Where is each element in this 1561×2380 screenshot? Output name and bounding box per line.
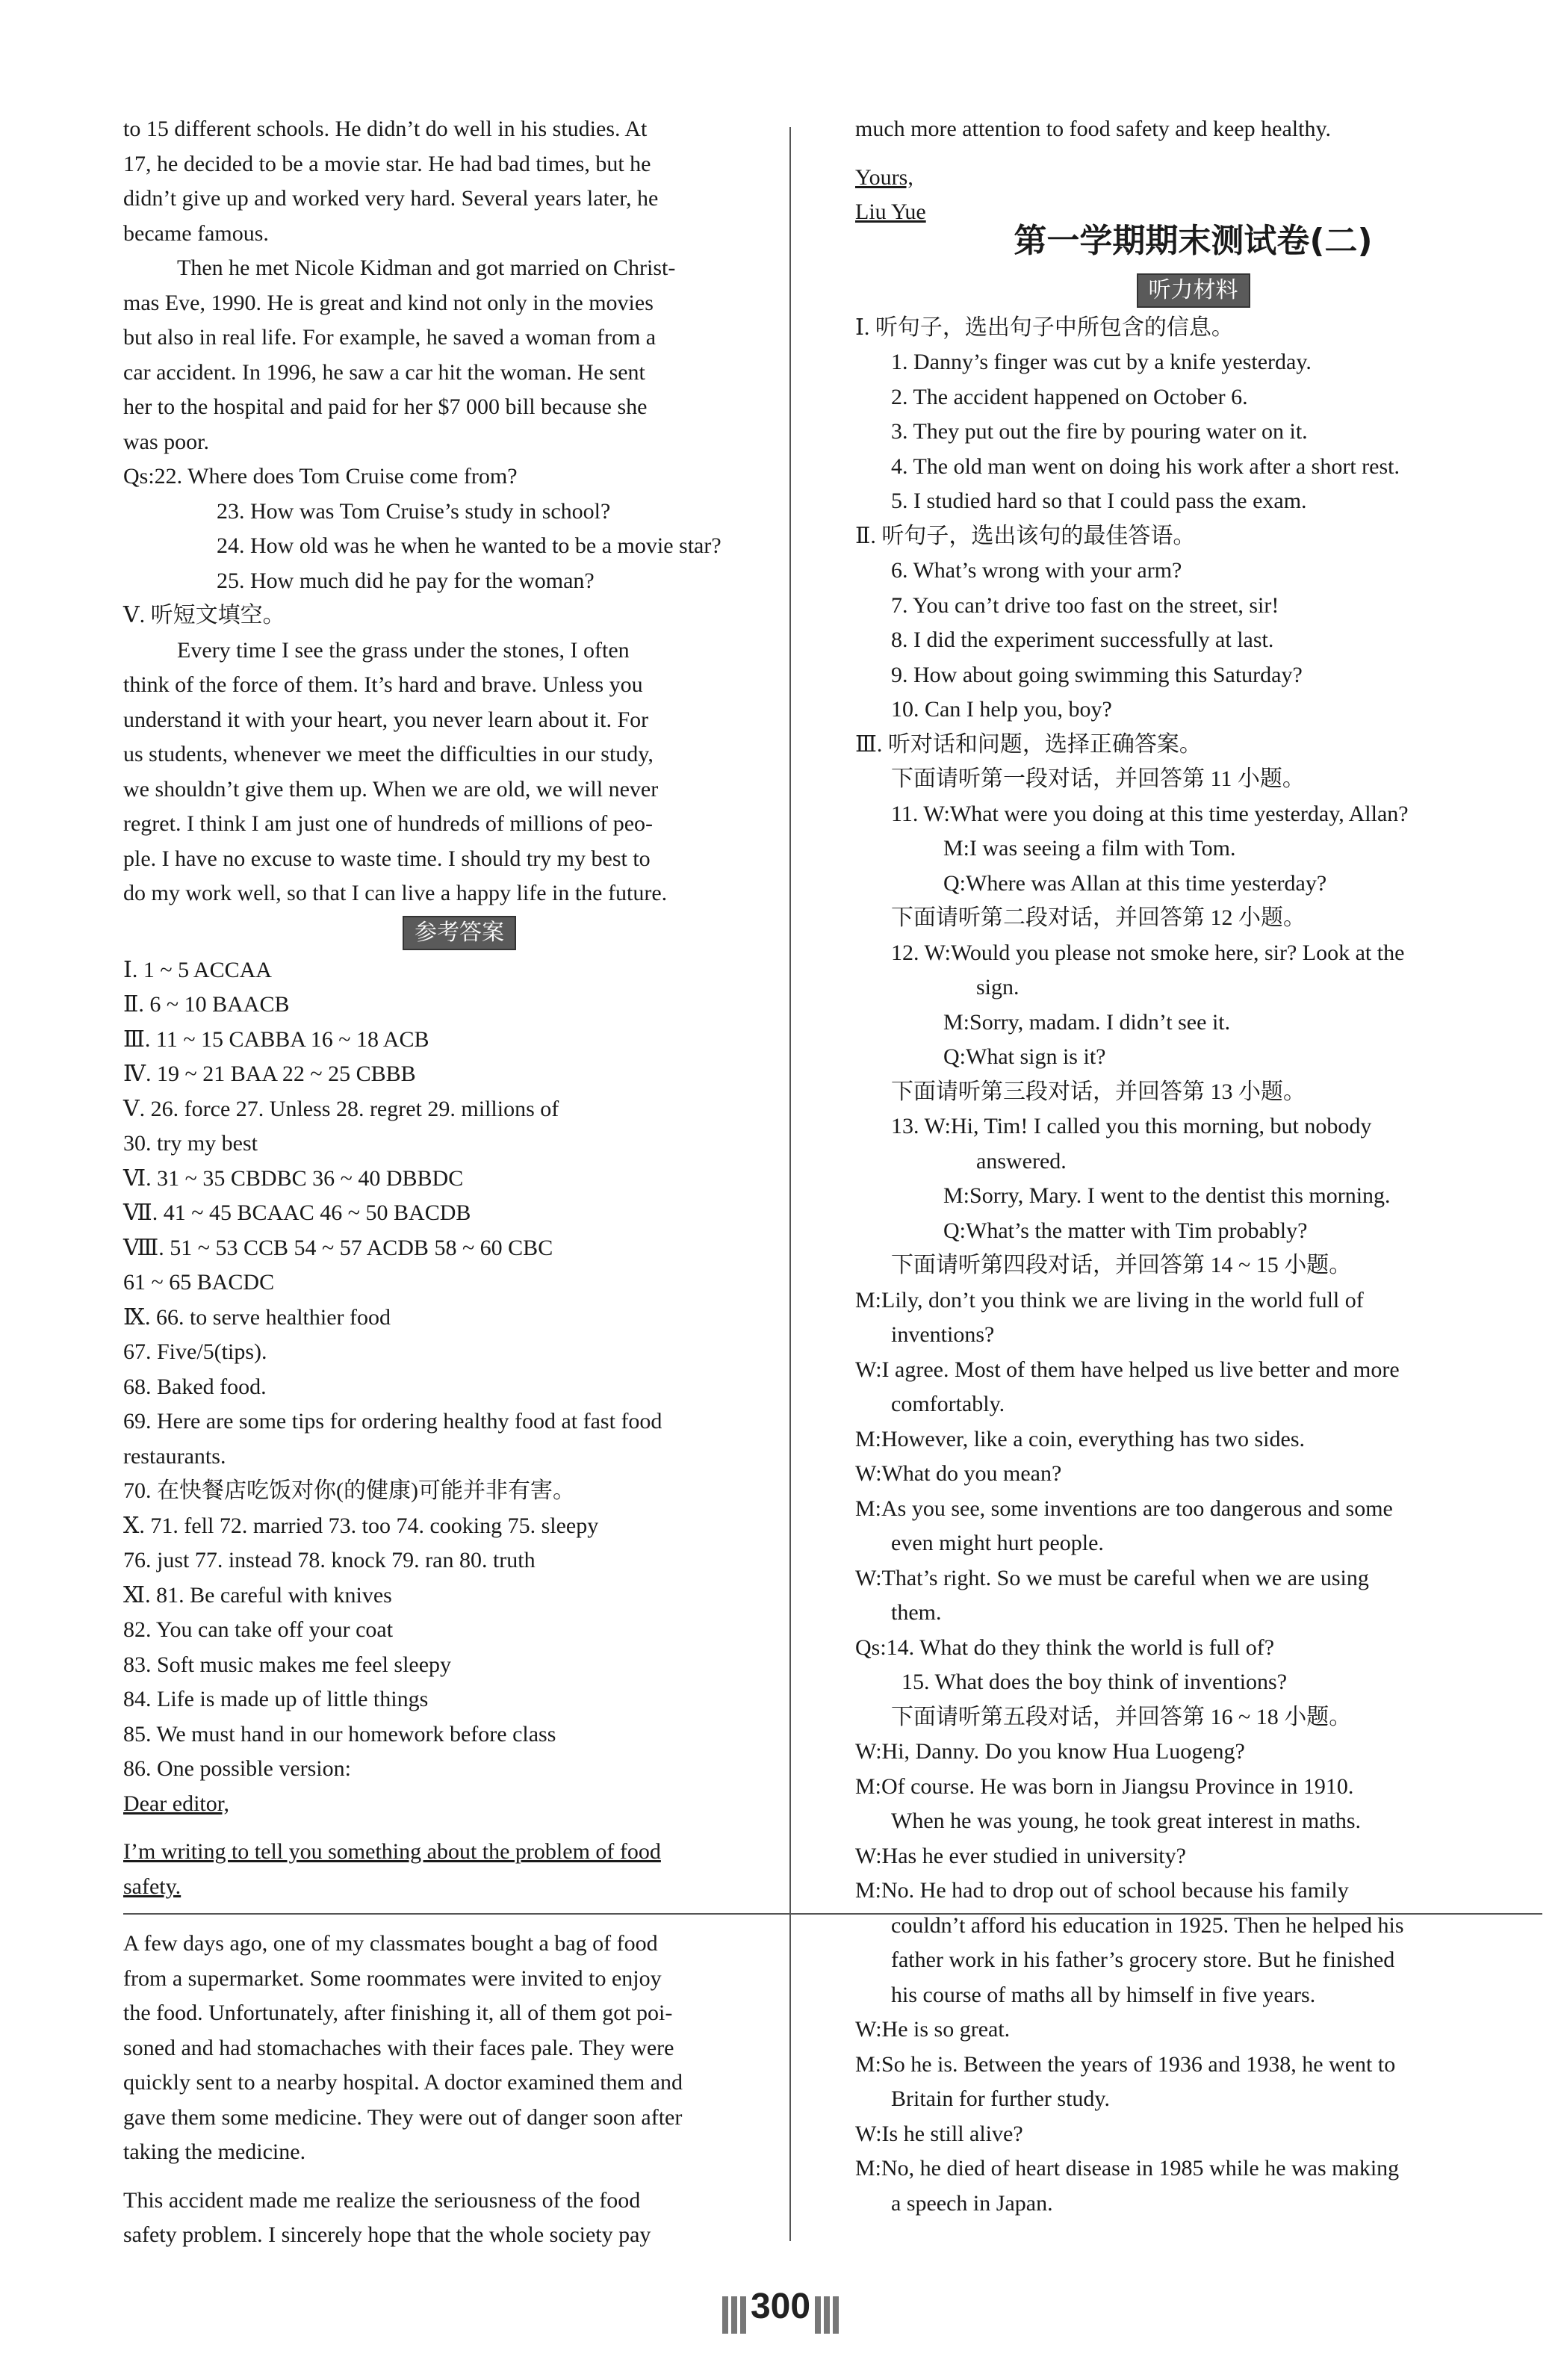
text-line: car accident. In 1996, he saw a car hit the woman. He sent [123, 359, 645, 385]
answers-banner: 参考答案 [403, 916, 516, 950]
page-number-decoration-left [721, 2296, 748, 2334]
dialogue-line: Q:Where was Allan at this time yesterday? [943, 870, 1327, 896]
text-line: from a supermarket. Some roommates were invited to enjoy [123, 1965, 662, 1991]
answers-banner-wrap [123, 916, 795, 949]
text-line: us students, whenever we meet the difficulties in our study, [123, 742, 654, 766]
question-line: 23. How was Tom Cruise’s study in school? [217, 498, 611, 524]
answer-line: 86. One possible version: [123, 1756, 351, 1781]
dialogue-line: 11. W:What were you doing at this time yesterday, Allan? [891, 801, 1409, 826]
answer-line: Ⅰ. 1 ~ 5 ACCAA [123, 957, 272, 982]
sentence-item: 5. I studied hard so that I could pass the exam. [891, 489, 1307, 513]
answer-line: Ⅸ. 66. to serve healthier food [123, 1304, 391, 1330]
listening-banner-wrap [855, 273, 1531, 306]
text-line: didn’t give up and worked very hard. Several years later, he [123, 186, 659, 211]
section-heading: Ⅱ. 听句子，选出该句的最佳答语。 [855, 523, 1196, 548]
dialogue-line: a speech in Japan. [891, 2190, 1053, 2216]
question-line: Qs:22. Where does Tom Cruise come from? [123, 464, 518, 489]
dialogue-line: W:Hi, Danny. Do you know Hua Luogeng? [855, 1739, 1245, 1764]
text-line: do my work well, so that I can live a happy life in the future. [123, 881, 668, 905]
dialogue-heading: 下面请听第三段对话，并回答第 13 小题。 [891, 1079, 1306, 1104]
dialogue-line: even might hurt people. [891, 1531, 1104, 1555]
spacer [123, 1821, 795, 1835]
dialogue-line: comfortably. [891, 1392, 1005, 1416]
answer-line: 68. Baked food. [123, 1374, 267, 1399]
letter-greeting: Dear editor, [123, 1791, 230, 1816]
dialogue-heading: 下面请听第一段对话，并回答第 11 小题。 [891, 766, 1305, 791]
story-paragraph-2 [123, 251, 795, 459]
text-line: think of the force of them. It’s hard and brave. Unless you [123, 672, 643, 697]
answer-line: Ⅱ. 6 ~ 10 BAACB [123, 992, 290, 1017]
sentence-item: 1. Danny’s finger was cut by a knife yesterday. [891, 350, 1312, 374]
dialogue-line: them. [891, 1600, 942, 1625]
listening-banner: 听力材料 [1137, 273, 1250, 308]
letter-body-2 [123, 2184, 795, 2253]
letter-sign: Yours, [855, 164, 913, 190]
dialogue-line: his course of maths all by himself in five years. [891, 1982, 1316, 2007]
questions-block [123, 459, 795, 598]
dialogue-line: answered. [976, 1148, 1067, 1174]
text-line: her to the hospital and paid for her $7 000 bill because she [123, 394, 648, 419]
answer-line: Ⅵ. 31 ~ 35 CBDBC 36 ~ 40 DBBDC [123, 1165, 464, 1191]
answer-line: Ⅺ. 81. Be careful with knives [123, 1582, 392, 1608]
spacer [855, 147, 1531, 161]
question-line: 24. How old was he when he wanted to be a movie star? [217, 533, 721, 558]
dialogue-line: W:Is he still alive? [855, 2121, 1023, 2146]
text-line: This accident made me realize the seriousness of the food [123, 2187, 641, 2213]
text-line: regret. I think I am just one of hundreds of millions of peo- [123, 811, 654, 836]
answer-line: restaurants. [123, 1443, 226, 1469]
answer-line: Ⅷ. 51 ~ 53 CCB 54 ~ 57 ACDB 58 ~ 60 CBC [123, 1235, 553, 1260]
letter-author: Liu Yue [855, 199, 926, 224]
sentence-item: 9. How about going swimming this Saturday? [891, 662, 1303, 687]
dialogue-line: M:As you see, some inventions are too dangerous and some [855, 1496, 1393, 1521]
page-footer [0, 2286, 1561, 2334]
dialogue-heading: 下面请听第四段对话，并回答第 14 ~ 15 小题。 [891, 1253, 1352, 1277]
answer-line: Ⅳ. 19 ~ 21 BAA 22 ~ 25 CBBB [123, 1062, 416, 1086]
text-line: Every time I see the grass under the stones, I often [177, 637, 630, 663]
question-line: 25. How much did he pay for the woman? [217, 568, 595, 593]
dialogue-heading: 下面请听第五段对话，并回答第 16 ~ 18 小题。 [891, 1704, 1352, 1729]
answer-line: 84. Life is made up of little things [123, 1687, 429, 1711]
text-line: gave them some medicine. They were out of danger soon after [123, 2104, 683, 2130]
dialogue-line: Q:What’s the matter with Tim probably? [943, 1218, 1308, 1243]
dialogue-line: W:I agree. Most of them have helped us live better and more [855, 1357, 1400, 1382]
dialogue-line: 13. W:Hi, Tim! I called you this morning, but nobody [891, 1114, 1372, 1138]
letter-closing-line: much more attention to food safety and keep healthy. [855, 117, 1332, 141]
answer-line: 70. 在快餐店吃饭对你(的健康)可能并非有害。 [123, 1478, 575, 1503]
dialogue-line: Qs:14. What do they think the world is full of? [855, 1634, 1275, 1660]
letter-body-1 [123, 1927, 795, 2170]
dialogue-line: M:Of course. He was born in Jiangsu Province in 1910. [855, 1773, 1354, 1799]
left-column [123, 112, 795, 2253]
answer-line: 69. Here are some tips for ordering healthy food at fast food [123, 1409, 662, 1434]
dialogue-line: W:Has he ever studied in university? [855, 1843, 1186, 1868]
answer-line: 83. Soft music makes me feel sleepy [123, 1652, 452, 1677]
dialogue-heading: 下面请听第二段对话，并回答第 12 小题。 [891, 905, 1306, 930]
answer-line: Ⅲ. 11 ~ 15 CABBA 16 ~ 18 ACB [123, 1026, 429, 1052]
dialogue-line: M:Lily, don’t you think we are living in the world full of [855, 1287, 1364, 1313]
right-column [855, 112, 1531, 2221]
text-line: we shouldn’t give them up. When we are old, we will never [123, 776, 659, 802]
dialogue-line: M:Sorry, Mary. I went to the dentist this morning. [943, 1183, 1391, 1208]
letter-intro-line: safety. [123, 1874, 181, 1899]
dialogue-line: M:No. He had to drop out of school because his family [855, 1878, 1349, 1903]
answer-line: 82. You can take off your coat [123, 1617, 394, 1642]
dialogue-line: sign. [976, 975, 1020, 1000]
page-number-decoration-right [813, 2296, 840, 2334]
dialogue-line: 15. What does the boy think of inventions? [901, 1670, 1288, 1694]
dialogue-line: W:What do you mean? [855, 1461, 1062, 1486]
dialogue-line: M:Sorry, madam. I didn’t see it. [943, 1009, 1231, 1035]
dialogue-line: When he was young, he took great interest in maths. [891, 1809, 1362, 1833]
text-line: ple. I have no excuse to waste time. I should try my best to [123, 846, 651, 871]
dialogue-line: M:I was seeing a film with Tom. [943, 836, 1236, 861]
answer-line: 61 ~ 65 BACDC [123, 1270, 275, 1295]
dialogue-line: Q:What sign is it? [943, 1044, 1106, 1069]
dialogue-line: couldn’t afford his education in 1925. Then he helped his [891, 1912, 1404, 1938]
dialogue-line: M:So he is. Between the years of 1936 and 1938, he went to [855, 2051, 1396, 2077]
sentence-item: 4. The old man went on doing his work after a short rest. [891, 453, 1400, 479]
dialogue-line: inventions? [891, 1322, 995, 1347]
dialogue-line: M:However, like a coin, everything has two sides. [855, 1426, 1305, 1451]
text-line: to 15 different schools. He didn’t do well in his studies. At [123, 117, 648, 141]
text-line: mas Eve, 1990. He is great and kind not only in the movies [123, 290, 654, 315]
sentence-item: 2. The accident happened on October 6. [891, 384, 1248, 409]
text-line: but also in real life. For example, he saved a woman from a [123, 325, 657, 350]
answer-line: 85. We must hand in our homework before class [123, 1721, 556, 1747]
text-line: 17, he decided to be a movie star. He had bad times, but he [123, 151, 651, 176]
text-line: taking the medicine. [123, 2139, 306, 2164]
section-heading: Ⅴ. 听短文填空。 [123, 603, 285, 627]
answer-line: 30. try my best [123, 1131, 258, 1156]
text-line: the food. Unfortunately, after finishing it, all of them got poi- [123, 2001, 673, 2025]
letter-intro-line: I’m writing to tell you something about the problem of food [123, 1839, 661, 1864]
test-title: 第一学期期末测试卷(二) [1014, 221, 1373, 260]
answers-block [123, 953, 795, 1787]
dialogue-line: father work in his father’s grocery store. But he finished [891, 1947, 1395, 1972]
passage-block [123, 633, 795, 911]
dialogue-line: M:No, he died of heart disease in 1985 while he was making [855, 2156, 1400, 2181]
text-line: A few days ago, one of my classmates bought a bag of food [123, 1931, 658, 1956]
section-heading: Ⅲ. 听对话和问题，选择正确答案。 [855, 731, 1202, 757]
sentence-item: 3. They put out the fire by pouring water on it. [891, 419, 1308, 444]
text-line: was poor. [123, 429, 209, 454]
section-heading: Ⅰ. 听句子，选出句子中所包含的信息。 [855, 314, 1234, 340]
answer-line: Ⅶ. 41 ~ 45 BCAAC 46 ~ 50 BACDB [123, 1200, 471, 1225]
answer-line: Ⅴ. 26. force 27. Unless 28. regret 29. millions of [123, 1096, 559, 1121]
answer-line: 67. Five/5(tips). [123, 1339, 267, 1364]
text-line: Then he met Nicole Kidman and got married on Christ- [177, 255, 676, 280]
sentence-item: 7. You can’t drive too fast on the street, sir! [891, 592, 1279, 618]
answer-line: Ⅹ. 71. fell 72. married 73. too 74. cooking 75. sleepy [123, 1513, 599, 1538]
spacer [123, 2170, 795, 2184]
sentence-item: 6. What’s wrong with your arm? [891, 558, 1182, 583]
dialogue-line: W:He is so great. [855, 2017, 1011, 2042]
text-line: safety problem. I sincerely hope that the whole society pay [123, 2222, 651, 2247]
page-number: 300 [750, 2287, 811, 2326]
text-line: understand it with your heart, you never learn about it. For [123, 707, 649, 732]
dialogue-line: W:That’s right. So we must be careful when we are using [855, 1565, 1369, 1590]
text-line: became famous. [123, 220, 269, 246]
sentence-item: 8. I did the experiment successfully at last. [891, 627, 1274, 652]
text-line: soned and had stomachaches with their faces pale. They were [123, 2035, 674, 2060]
answer-line: 76. just 77. instead 78. knock 79. ran 80. truth [123, 1548, 536, 1572]
story-paragraph-1 [123, 112, 795, 251]
dialogue-line: Britain for further study. [891, 2086, 1110, 2111]
dialogue-line: 12. W:Would you please not smoke here, sir? Look at the [891, 940, 1405, 965]
sentence-item: 10. Can I help you, boy? [891, 697, 1112, 722]
text-line: quickly sent to a nearby hospital. A doctor examined them and [123, 2070, 683, 2095]
